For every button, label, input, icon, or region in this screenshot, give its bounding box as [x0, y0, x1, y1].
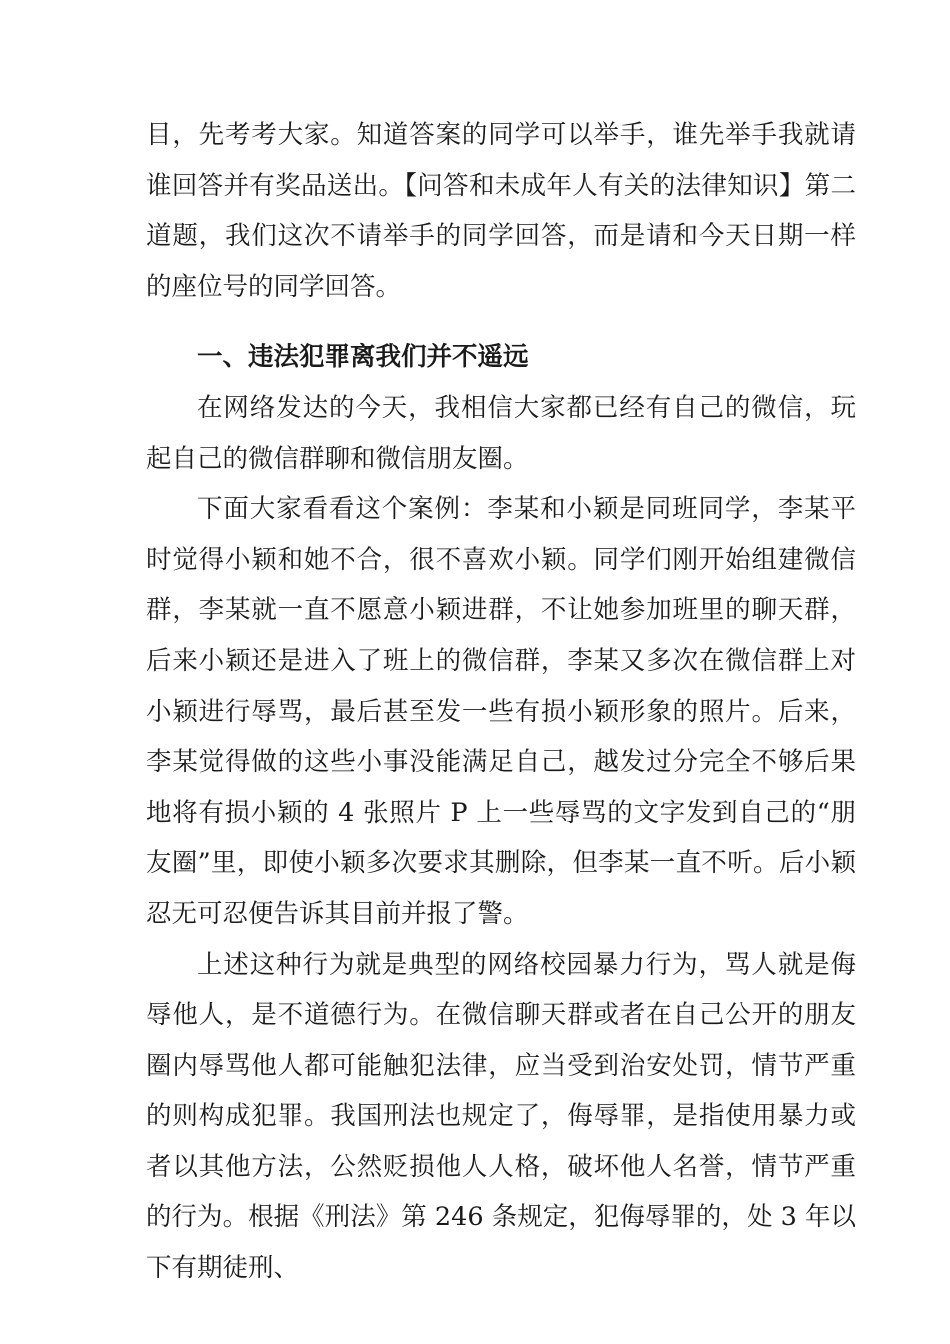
paragraph-continued: 目，先考考大家。知道答案的同学可以举手，谁先举手我就请谁回答并有奖品送出。【问答和未成年人有关的法律知识】第二道题，我们这次不请举手的同学回答，而是请和今天日期一样的座位号的同学回答。: [146, 120, 856, 302]
paragraph-intro: 在网络发达的今天，我相信大家都已经有自己的微信，玩起自己的微信群聊和微信朋友圈。: [146, 392, 856, 474]
paragraph-case: 下面大家看看这个案例：李某和小颖是同班同学，李某平时觉得小颖和她不合，很不喜欢小颖。同学们刚开始组建微信群，李某就一直不愿意小颖进群，不让她参加班里的聊天群，后来小颖还是进入了班上的微信群，李某又多次在微信群上对小颖进行辱骂，最后甚至发一些有损小颖形象的照片。后来，李某觉得做的这些小事没能满足自己，越发过分完全不够后果地将有损小颖的 4 张照片 P 上一些辱骂的文字发到自己的“朋友圈”里，即使小颖多次要求其删除，但李某一直不听。后小颖忍无可忍便告诉其目前并报了警。: [146, 494, 856, 929]
paragraph-analysis: 上述这种行为就是典型的网络校园暴力行为，骂人就是侮辱他人，是不道德行为。在微信聊天群或者在自己公开的朋友圈内辱骂他人都可能触犯法律，应当受到治安处罚，情节严重的则构成犯罪。我国刑法也规定了，侮辱罪，是指使用暴力或者以其他方法，公然贬损他人人格，破坏他人名誉，情节严重的行为。根据《刑法》第 246 条规定，犯侮辱罪的，处 3 年以下有期徒刑、: [146, 949, 856, 1284]
document-page: [146, 110, 856, 1294]
section-heading: 一、违法犯罪离我们并不遥远: [197, 342, 529, 373]
